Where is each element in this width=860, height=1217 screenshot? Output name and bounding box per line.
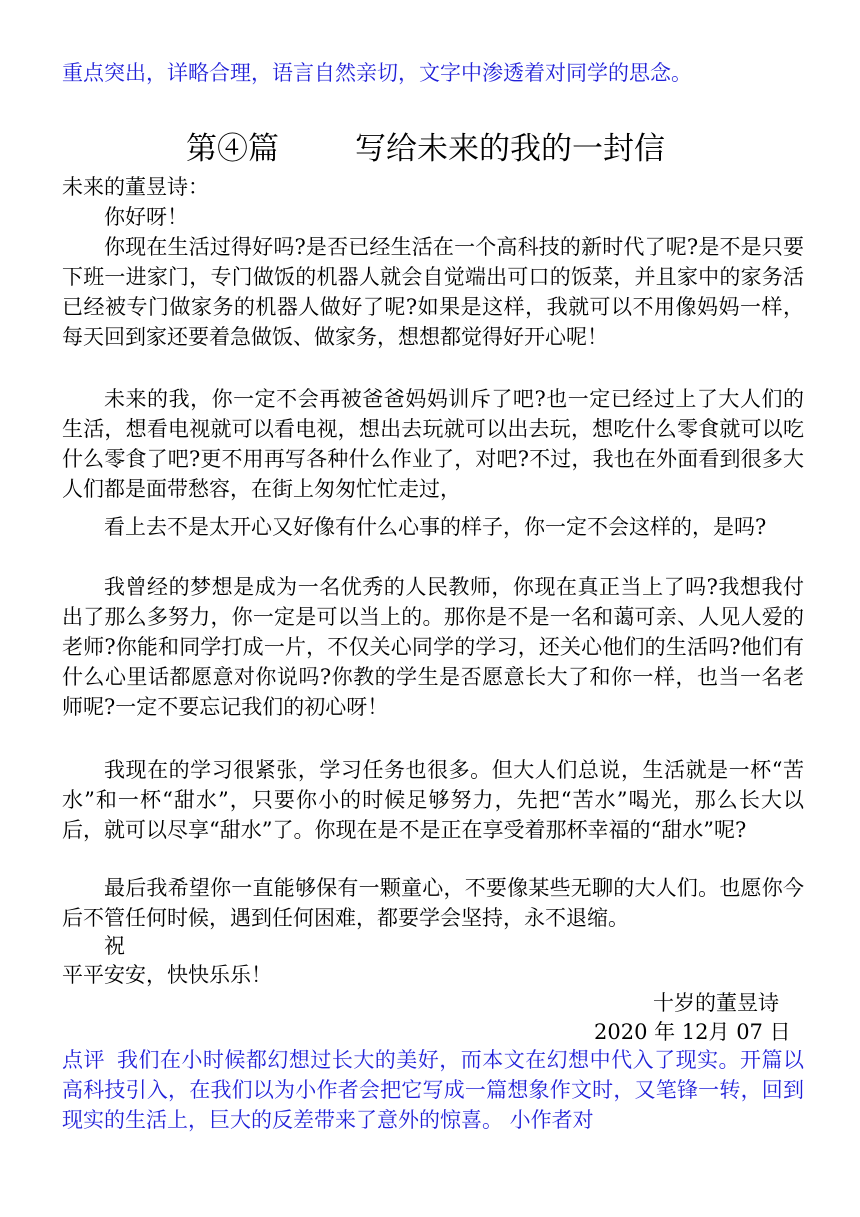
previous-comment-ending: 重点突出，详略合理，语言自然亲切，文字中渗透着对同学的思念。 bbox=[62, 61, 692, 85]
letter-paragraph-1: 你现在生活过得好吗?是否已经生活在一个高科技的新时代了呢?是不是只要下班一进家门，专门做饭的机器人就会自觉端出可口的饭菜，并且家中的家务活已经被专门做家务的机器人做好了呢?如果是这样，我就可以不用像妈妈一样，每天回到家还要着急做饭、做家务，想想都觉得好开心呢！ bbox=[62, 235, 804, 349]
article-title-text: 写给未来的我的一封信 bbox=[355, 131, 665, 167]
article-title bbox=[186, 129, 665, 169]
letter-greeting: 你好呀！ bbox=[104, 205, 188, 229]
letter-date: 2020 年 12月 07 日 bbox=[594, 1020, 791, 1044]
letter-paragraph-4: 我曾经的梦想是成为一名优秀的人民教师，你现在真正当上了吗?我想我付出了那么多努力，你一定是可以当上的。那你是不是一名和蔼可亲、人见人爱的老师?你能和同学打成一片，不仅关心同学的学习，还关心他们的生活吗?他们有什么心里话都愿意对你说吗?你教的学生是否愿意长大了和你一样，也当一名老师呢?一定不要忘记我们的初心呀！ bbox=[62, 575, 804, 719]
commentary bbox=[62, 1045, 804, 1135]
commentary-text: 我们在小时候都幻想过长大的美好，而本文在幻想中代入了现实。开篇以高科技引入，在我们以为小作者会把它写成一篇想象作文时，又笔锋一转，回到现实的生活上，巨大的反差带来了意外的惊喜。 小作者对 bbox=[62, 1048, 805, 1132]
letter-closing-word: 祝 bbox=[104, 934, 125, 958]
letter-salutation: 未来的董昱诗： bbox=[62, 175, 209, 199]
letter-wish: 平平安安，快快乐乐！ bbox=[62, 963, 272, 987]
letter-paragraph-3: 看上去不是太开心又好像有什么心事的样子，你一定不会这样的，是吗? bbox=[104, 515, 767, 539]
letter-paragraph-2: 未来的我，你一定不会再被爸爸妈妈训斥了吧?也一定已经过上了大人们的生活，想看电视就可以看电视，想出去玩就可以出去玩，想吃什么零食就可以吃什么零食了吧?更不用再写各种什么作业了，对吧?不过，我也在外面看到很多大人们都是面带愁容，在街上匆匆忙忙走过， bbox=[62, 387, 804, 501]
letter-paragraph-6: 最后我希望你一直能够保有一颗童心，不要像某些无聊的大人们。也愿你今后不管任何时候，遇到任何困难，都要学会坚持，永不退缩。 bbox=[62, 876, 804, 930]
commentary-tag: 点评 bbox=[62, 1048, 105, 1072]
letter-paragraph-5: 我现在的学习很紧张，学习任务也很多。但大人们总说，生活就是一杯“苦水”和一杯“甜水”，只要你小的时候足够努力，先把“苦水”喝光，那么长大以后，就可以尽享“甜水”了。你现在是不是正在享受着那杯幸福的“甜水”呢? bbox=[62, 758, 804, 842]
article-number: 第④篇 bbox=[186, 131, 279, 167]
letter-signature: 十岁的董昱诗 bbox=[653, 991, 779, 1015]
